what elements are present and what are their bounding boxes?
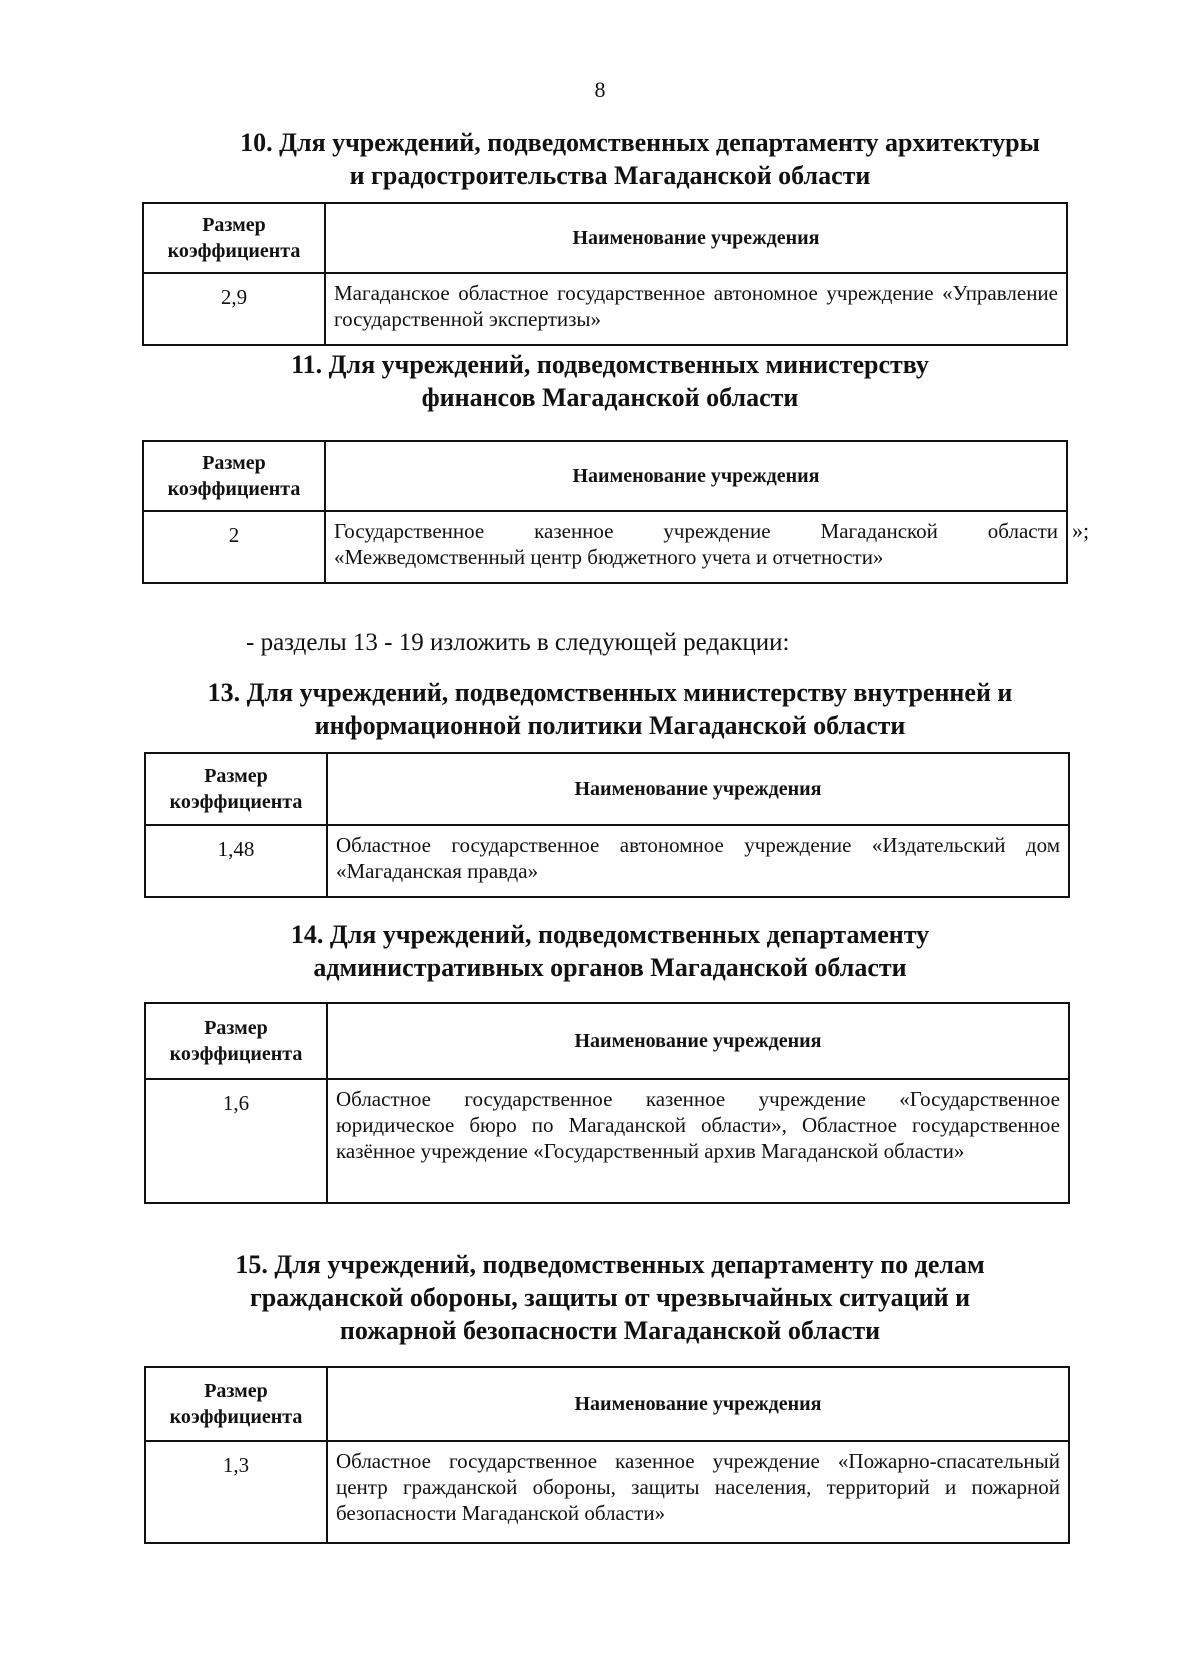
heading-line: 11. Для учреждений, подведомственных министерству xyxy=(291,350,929,379)
heading-line: 10. Для учреждений, подведомственных департаменту архитектуры xyxy=(240,128,1040,157)
institution-header: Наименование учреждения xyxy=(327,1003,1069,1079)
heading-line: гражданской обороны, защиты от чрезвычайных ситуаций и xyxy=(249,1283,971,1312)
instruction-text: - разделы 13 - 19 изложить в следующей редакции: xyxy=(246,629,790,656)
coefficient-value: 2 xyxy=(143,511,325,583)
coefficient-value: 1,3 xyxy=(145,1441,327,1543)
institution-header: Наименование учреждения xyxy=(327,1367,1069,1441)
institution-name: Областное государственное автономное учреждение «Издательский дом «Магаданская правда» xyxy=(327,825,1069,897)
coefficient-header: Размер коэффициента xyxy=(143,203,325,273)
section-11-table xyxy=(142,440,1068,584)
institution-header: Наименование учреждения xyxy=(325,203,1067,273)
coefficient-value: 1,48 xyxy=(145,825,327,897)
institution-name: Областное государственное казенное учреждение «Пожарно-спасательный центр гражданской обороны, защиты населения, территорий и пожарной безопасности Магаданской области» xyxy=(327,1441,1069,1543)
section-13-table xyxy=(144,752,1070,898)
institution-name: Магаданское областное государственное автономное учреждение «Управление государственной экспертизы» xyxy=(325,273,1067,345)
heading-line: административных органов Магаданской области xyxy=(313,953,907,982)
coefficient-header: Размер коэффициента xyxy=(145,1003,327,1079)
heading-line: пожарной безопасности Магаданской области xyxy=(339,1316,881,1345)
heading-line: и градостроительства Магаданской области xyxy=(349,161,871,190)
section-14-heading xyxy=(140,918,1080,984)
coefficient-value: 1,6 xyxy=(145,1079,327,1203)
institution-name: Государственное казенное учреждение Магаданской области «Межведомственный центр бюджетного учета и отчетности» xyxy=(325,511,1067,583)
coefficient-header: Размер коэффициента xyxy=(145,1367,327,1441)
heading-line: финансов Магаданской области xyxy=(421,383,799,412)
section-15-heading xyxy=(140,1248,1080,1347)
institution-name: Областное государственное казенное учреждение «Государственное юридическое бюро по Магаданской области», Областное государственное казённое учреждение «Государственный архив Магаданской области» xyxy=(327,1079,1069,1203)
section-11-heading xyxy=(140,348,1080,414)
section-15-table xyxy=(144,1366,1070,1544)
institution-header: Наименование учреждения xyxy=(325,441,1067,511)
heading-line: 14. Для учреждений, подведомственных департаменту xyxy=(290,920,930,949)
coefficient-header: Размер коэффициента xyxy=(145,753,327,825)
heading-line: информационной политики Магаданской области xyxy=(314,711,906,740)
institution-header: Наименование учреждения xyxy=(327,753,1069,825)
coefficient-header: Размер коэффициента xyxy=(143,441,325,511)
section-13-heading xyxy=(140,676,1080,742)
section-10-table xyxy=(142,202,1068,346)
section-10-heading xyxy=(140,126,1080,192)
coefficient-value: 2,9 xyxy=(143,273,325,345)
heading-line: 15. Для учреждений, подведомственных департаменту по делам xyxy=(235,1250,985,1279)
section-14-table xyxy=(144,1002,1070,1204)
page-number: 8 xyxy=(594,77,606,102)
heading-line: 13. Для учреждений, подведомственных министерству внутренней и xyxy=(207,678,1013,707)
closing-quote-suffix: »; xyxy=(1072,518,1090,543)
